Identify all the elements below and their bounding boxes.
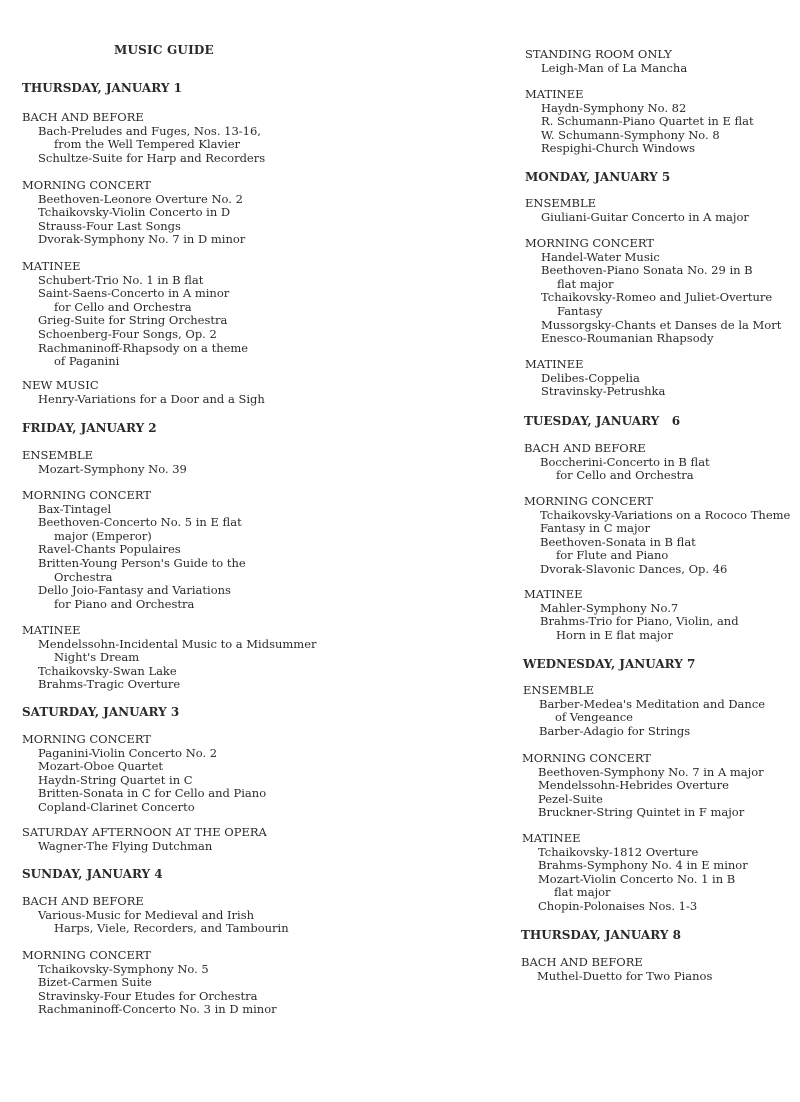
program-section <box>525 88 754 156</box>
program-item: Delibes-Coppelia <box>541 370 640 385</box>
program-section <box>524 588 739 642</box>
program-item: Brahms-Symphony No. 4 in E minor <box>538 858 748 873</box>
program-section <box>22 733 266 815</box>
program-section <box>22 179 245 247</box>
day-heading: THURSDAY, JANUARY 1 <box>22 81 182 95</box>
program-section <box>22 260 248 369</box>
program-item: Barber-Adagio for Strings <box>539 723 691 738</box>
program-section <box>22 449 187 476</box>
section-title: MATINEE <box>524 587 583 601</box>
section-title: MORNING CONCERT <box>22 178 151 192</box>
program-section <box>523 684 765 738</box>
section-title: MORNING CONCERT <box>522 751 651 765</box>
section-title: ENSEMBLE <box>22 448 93 462</box>
program-item: Chopin-Polonaises Nos. 1-3 <box>538 898 698 913</box>
program-item: Pezel-Suite <box>538 791 603 806</box>
program-item: Beethoven-Sonata in B flat <box>540 534 696 549</box>
section-title: BACH AND BEFORE <box>22 110 144 124</box>
program-item: Mozart-Oboe Quartet <box>38 759 164 774</box>
program-item-continued: Orchestra <box>54 569 113 584</box>
program-item-continued: of Vengeance <box>555 710 633 725</box>
program-item: Tchaikovsky-Violin Concerto in D <box>38 205 231 220</box>
program-item-continued: flat major <box>554 885 611 900</box>
program-item: Paganini-Violin Concerto No. 2 <box>38 745 218 760</box>
program-item: Fantasy in C major <box>540 521 650 536</box>
program-item: R. Schumann-Piano Quartet in E flat <box>541 114 754 129</box>
program-item: Bizet-Carmen Suite <box>38 975 152 990</box>
section-title: MATINEE <box>525 357 584 371</box>
program-item: Beethoven-Piano Sonata No. 29 in B <box>541 263 753 278</box>
program-item: Tchaikovsky-Swan Lake <box>38 663 177 678</box>
program-item: Giuliani-Guitar Concerto in A major <box>541 209 749 224</box>
program-item-continued: major (Emperor) <box>54 528 152 543</box>
program-section <box>525 48 687 75</box>
program-item: Schoenberg-Four Songs, Op. 2 <box>38 326 217 341</box>
program-item-continued: for Cello and Orchestra <box>54 299 192 314</box>
program-item: Dvorak-Slavonic Dances, Op. 46 <box>540 561 728 576</box>
program-section <box>22 826 267 853</box>
program-item: Leigh-Man of La Mancha <box>541 60 688 75</box>
program-item: Respighi-Church Windows <box>541 141 696 156</box>
program-section <box>525 358 665 399</box>
program-item: Beethoven-Concerto No. 5 in E flat <box>38 515 242 530</box>
section-title: MORNING CONCERT <box>524 494 653 508</box>
program-section <box>522 752 764 820</box>
program-item: Stravinsky-Four Etudes for Orchestra <box>38 988 258 1003</box>
program-section <box>22 949 277 1017</box>
section-title: ENSEMBLE <box>525 196 596 210</box>
program-section <box>22 624 317 692</box>
program-section <box>22 895 289 936</box>
section-title: MATINEE <box>22 623 81 637</box>
section-title: BACH AND BEFORE <box>521 955 643 969</box>
program-item: Copland-Clarinet Concerto <box>38 799 195 814</box>
program-section <box>22 489 246 611</box>
day-heading: WEDNESDAY, JANUARY 7 <box>523 657 696 671</box>
day-heading: SATURDAY, JANUARY 3 <box>22 705 180 719</box>
program-item: Mendelssohn-Hebrides Overture <box>538 778 729 793</box>
program-item: Beethoven-Symphony No. 7 in A major <box>538 764 764 779</box>
program-item: Rachmaninoff-Rhapsody on a theme <box>38 340 249 355</box>
section-title: MORNING CONCERT <box>525 236 654 250</box>
program-item: Schubert-Trio No. 1 in B flat <box>38 272 204 287</box>
day-heading: THURSDAY, JANUARY 8 <box>521 928 681 942</box>
program-item-continued: for Piano and Orchestra <box>54 596 195 611</box>
program-item: Mahler-Symphony No.7 <box>540 600 679 615</box>
day-heading: MONDAY, JANUARY 5 <box>525 170 671 184</box>
program-item-continued: Fantasy <box>557 303 603 318</box>
program-item: Wagner-The Flying Dutchman <box>38 838 213 853</box>
program-item-continued: of Paganini <box>54 354 120 369</box>
program-item-continued: Harps, Viele, Recorders, and Tambourin <box>54 921 289 936</box>
program-item: Grieg-Suite for String Orchestra <box>38 313 228 328</box>
program-item: Stravinsky-Petrushka <box>541 384 666 399</box>
program-item: Boccherini-Concerto in B flat <box>540 454 710 469</box>
program-item: Beethoven-Leonore Overture No. 2 <box>38 191 243 206</box>
day-heading: TUESDAY, JANUARY 6 <box>524 414 681 428</box>
program-item: Bruckner-String Quintet in F major <box>538 805 745 820</box>
program-section <box>22 379 265 406</box>
program-item: Ravel-Chants Populaires <box>38 542 181 557</box>
program-item: Rachmaninoff-Concerto No. 3 in D minor <box>38 1002 277 1017</box>
program-item: Brahms-Tragic Overture <box>38 677 181 692</box>
program-item: Mozart-Violin Concerto No. 1 in B <box>538 871 736 886</box>
section-title: MATINEE <box>22 259 81 273</box>
program-section <box>522 832 748 914</box>
program-item: Haydn-String Quartet in C <box>38 772 193 787</box>
program-item-continued: from the Well Tempered Klavier <box>54 137 241 152</box>
program-item: Schultze-Suite for Harp and Recorders <box>38 150 266 165</box>
section-title: MORNING CONCERT <box>22 488 151 502</box>
section-title: NEW MUSIC <box>22 378 99 392</box>
program-section <box>524 442 710 483</box>
program-item: Bax-Tintagel <box>38 501 112 516</box>
program-item: Handel-Water Music <box>541 249 660 264</box>
program-item: Muthel-Duetto for Two Pianos <box>537 968 713 983</box>
section-title: ENSEMBLE <box>523 683 594 697</box>
program-item: Mendelssohn-Incidental Music to a Midsummer <box>38 636 317 651</box>
program-item: W. Schumann-Symphony No. 8 <box>541 127 720 142</box>
program-item: Mussorgsky-Chants et Danses de la Mort <box>541 317 782 332</box>
section-title: MATINEE <box>522 831 581 845</box>
program-item: Strauss-Four Last Songs <box>38 218 181 233</box>
program-item: Britten-Young Person's Guide to the <box>38 555 246 570</box>
program-item: Saint-Saens-Concerto in A minor <box>38 286 230 301</box>
day-heading: FRIDAY, JANUARY 2 <box>22 421 157 435</box>
section-title: SATURDAY AFTERNOON AT THE OPERA <box>22 825 267 839</box>
program-item: Tchaikovsky-Symphony No. 5 <box>38 961 209 976</box>
program-section <box>521 956 712 983</box>
program-item-continued: Horn in E flat major <box>556 627 673 642</box>
program-item: Henry-Variations for a Door and a Sigh <box>38 391 265 406</box>
program-item: Various-Music for Medieval and Irish <box>38 907 255 922</box>
program-item: Tchaikovsky-Romeo and Juliet-Overture <box>541 290 773 305</box>
program-item: Enesco-Roumanian Rhapsody <box>541 331 714 346</box>
program-item-continued: for Flute and Piano <box>556 548 669 563</box>
program-item: Dello Joio-Fantasy and Variations <box>38 583 231 598</box>
program-item: Bach-Preludes and Fuges, Nos. 13-16, <box>38 123 261 138</box>
program-section <box>22 111 265 165</box>
program-item: Haydn-Symphony No. 82 <box>541 100 687 115</box>
section-title: MATINEE <box>525 87 584 101</box>
section-title: MORNING CONCERT <box>22 948 151 962</box>
program-item: Tchaikovsky-1812 Overture <box>538 844 699 859</box>
program-section <box>525 197 749 224</box>
program-item: Brahms-Trio for Piano, Violin, and <box>540 614 739 629</box>
program-item: Britten-Sonata in C for Cello and Piano <box>38 786 267 801</box>
program-item: Tchaikovsky-Variations on a Rococo Theme <box>540 507 791 522</box>
program-section <box>525 237 781 346</box>
day-heading: SUNDAY, JANUARY 4 <box>22 867 163 881</box>
section-title: MORNING CONCERT <box>22 732 151 746</box>
section-title: BACH AND BEFORE <box>524 441 646 455</box>
program-item-continued: for Cello and Orchestra <box>556 468 694 483</box>
page-title: MUSIC GUIDE <box>114 43 214 57</box>
program-item: Dvorak-Symphony No. 7 in D minor <box>38 232 246 247</box>
program-section <box>524 495 790 577</box>
program-item-continued: flat major <box>557 276 614 291</box>
program-item: Mozart-Symphony No. 39 <box>38 461 187 476</box>
section-title: STANDING ROOM ONLY <box>525 47 672 61</box>
program-item: Barber-Medea's Meditation and Dance <box>539 696 766 711</box>
section-title: BACH AND BEFORE <box>22 894 144 908</box>
program-item-continued: Night's Dream <box>54 650 140 665</box>
